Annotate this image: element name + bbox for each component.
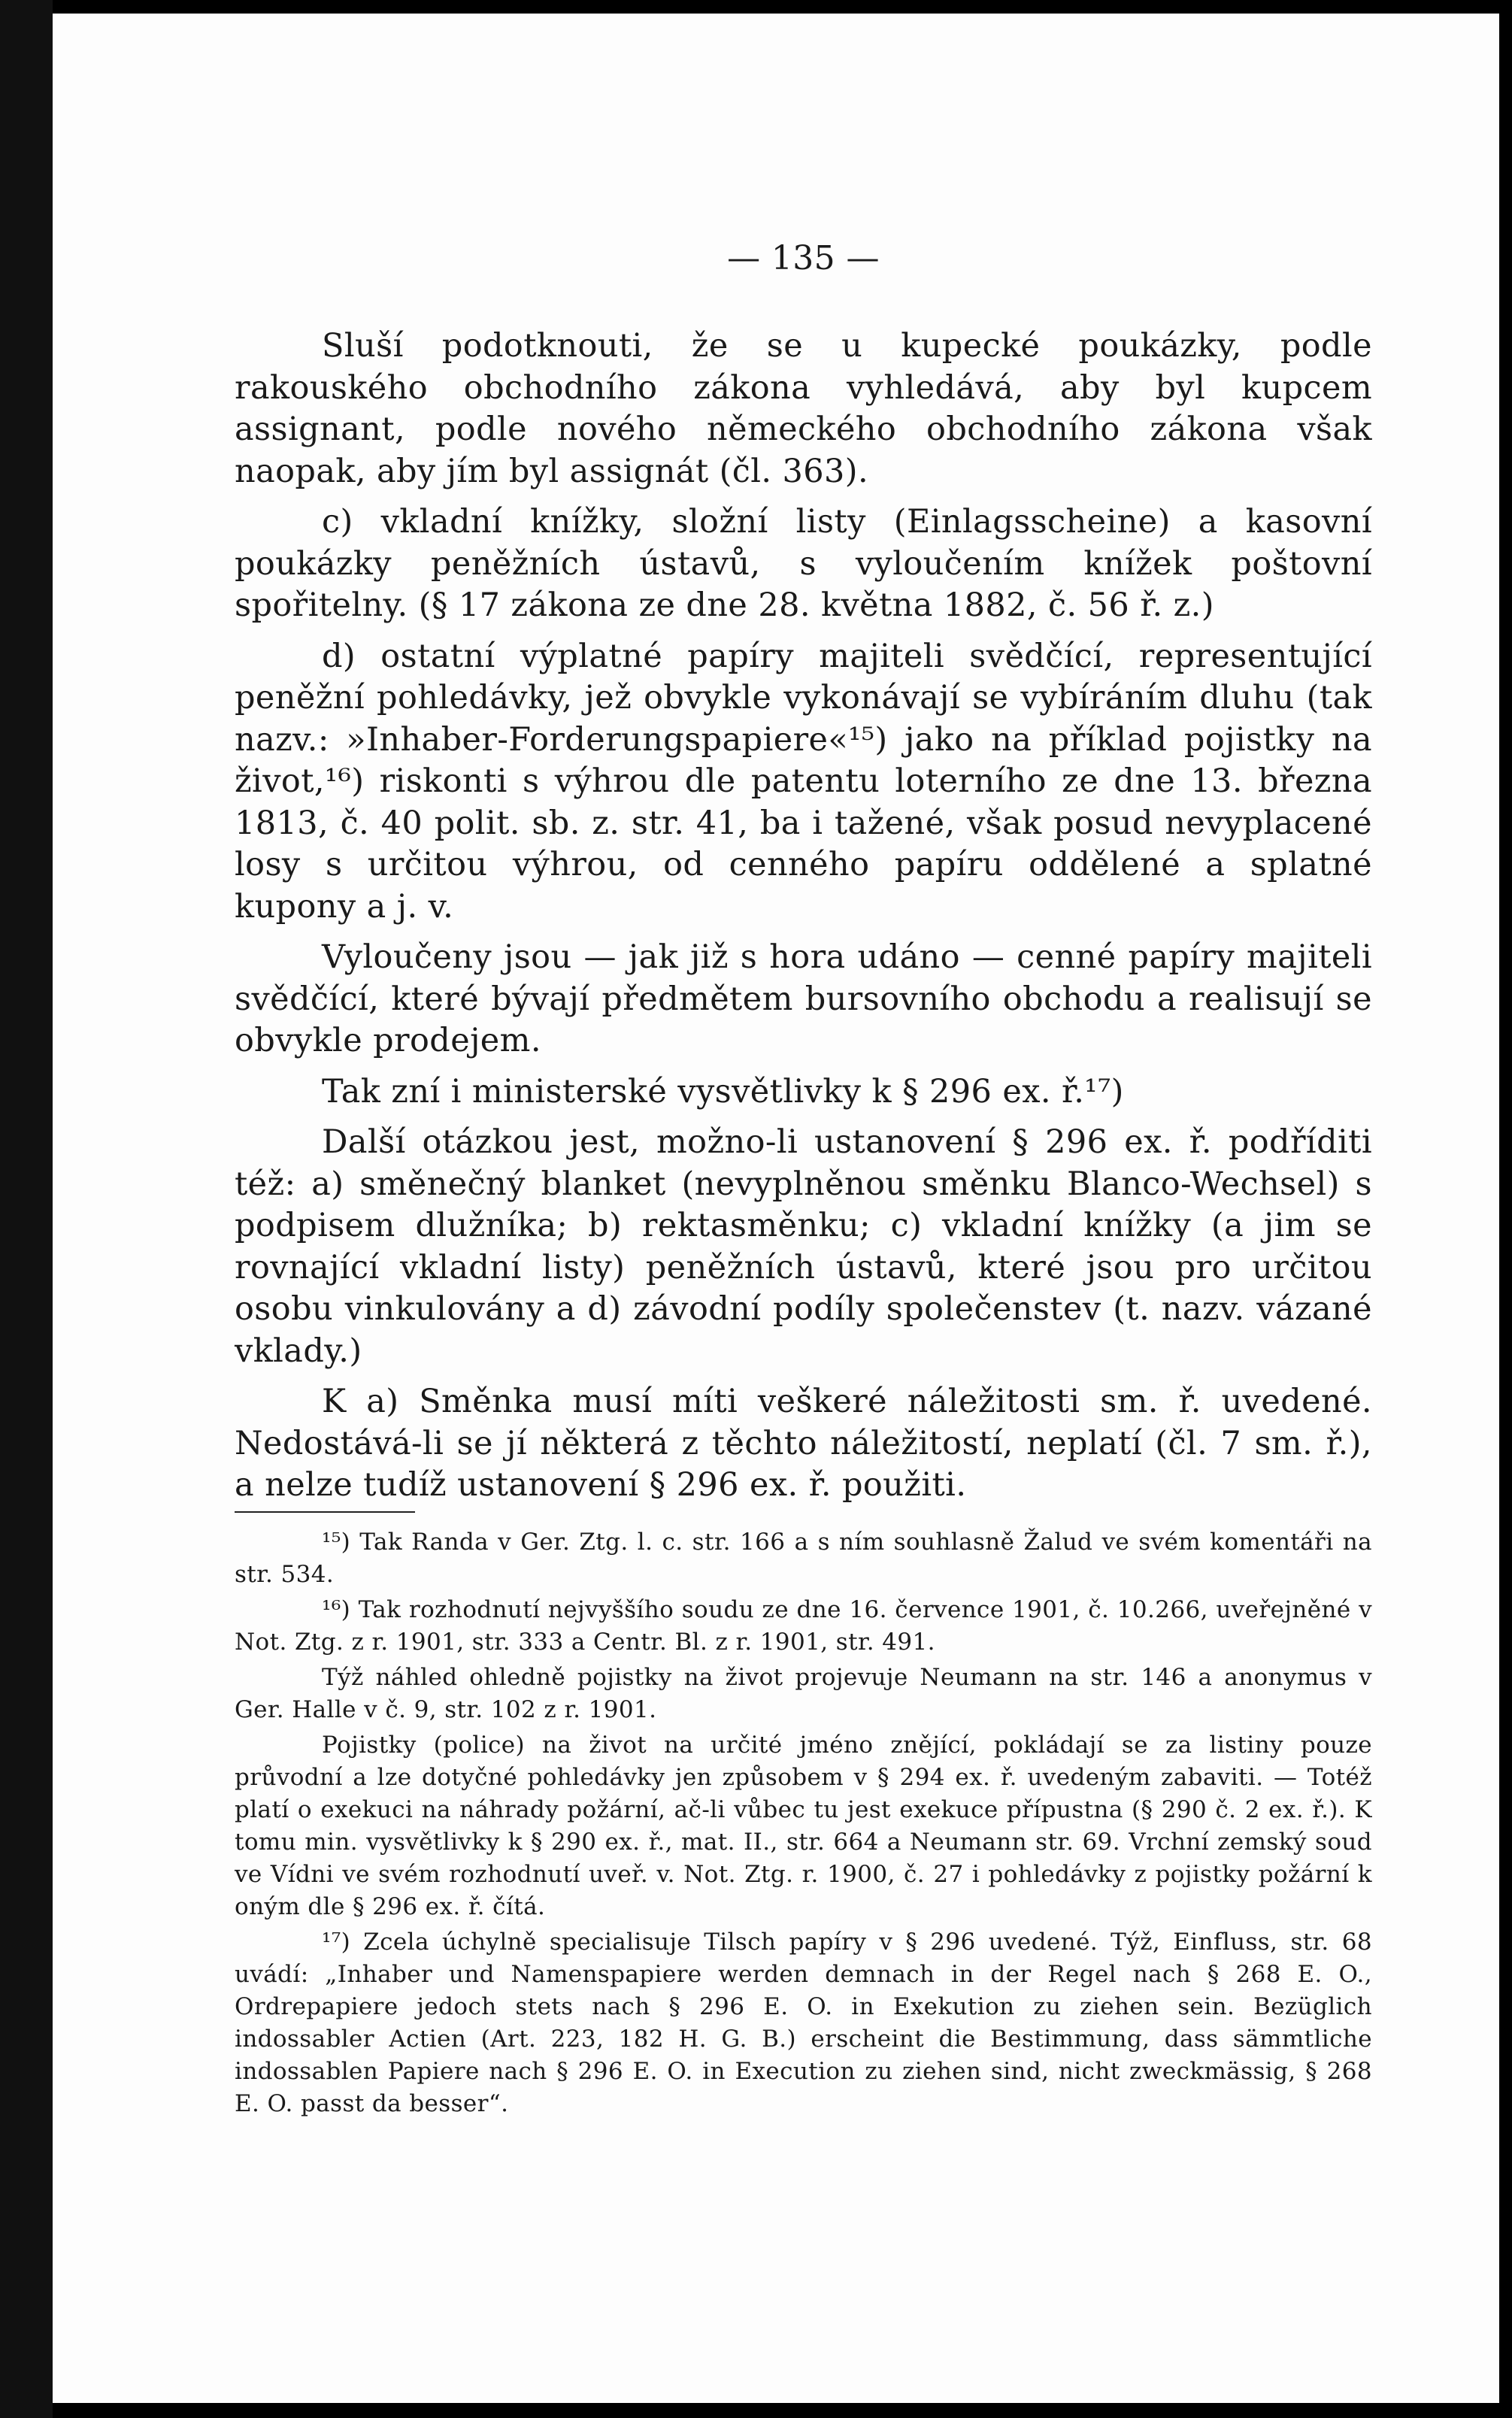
paragraph: K a) Směnka musí míti veškeré náležitosti sm. ř. uvedené. Nedostává-li se jí některá z těchto náležitostí, neplatí (čl. 7 sm. ř.), a nelze tudíž ustanovení § 296 ex. ř. použiti. bbox=[235, 1383, 1372, 1504]
paragraph: Sluší podotknouti, že se u kupecké poukázky, podle rakouského obchodního zákona vyhledává, aby byl kupcem assignant, podle nového německého obchodního zákona však naopak, aby jím byl assignát (čl. 363). bbox=[235, 327, 1372, 490]
footnotes bbox=[235, 1526, 1372, 2123]
paragraph: Tak zní i ministerské vysvětlivky k § 296 ex. ř.¹⁷) bbox=[322, 1072, 1124, 1111]
paragraph: c) vkladní knížky, složní listy (Einlagsscheine) a kasovní poukázky peněžních ústavů, s vyloučením knížek poštovní spořitelny. (§ 17 zákona ze dne 28. května 1882, č. 56 ř. z.) bbox=[235, 503, 1372, 624]
footnote-divider bbox=[235, 1511, 415, 1513]
paragraph: d) ostatní výplatné papíry majiteli svědčící, representující peněžní pohledávky, jež obvykle vykonávají se vybíráním dluhu (tak nazv.: »Inhaber-Forderungspapiere«¹⁵) jako na příklad pojistky na život,¹⁶) riskonti s výhrou dle patentu loterního ze dne 13. března 1813, č. 40 polit. sb. z. str. 41, ba i tažené, však posud nevyplacené losy s určitou výhrou, od cenného papíru oddělené a splatné kupony a j. v. bbox=[235, 637, 1372, 926]
scan-edge bbox=[0, 0, 53, 2418]
book-page bbox=[53, 14, 1499, 2403]
main-text bbox=[235, 326, 1372, 1516]
footnote: ¹⁷) Zcela úchylně specialisuje Tilsch papíry v § 296 uvedené. Týž, Einfluss, str. 68 uvádí: „Inhaber und Namenspapiere werden demnach in der Regel nach § 268 E. O., Ordrepapiere jedoch stets nach § 296 E. O. in Exekution zu ziehen sein. Bezüglich indossabler Actien (Art. 223, 182 H. G. B.) erscheint die Bestimmung, dass sämmtliche indossablen Papiere nach § 296 E. O. in Execution zu ziehen sind, nicht zweckmässig, § 268 E. O. passt da besser“. bbox=[235, 1929, 1372, 2117]
paragraph: Vyloučeny jsou — jak již s hora udáno — cenné papíry majiteli svědčící, které bývají předmětem bursovního obchodu a realisují se obvykle prodejem. bbox=[235, 938, 1372, 1059]
footnote: Pojistky (police) na život na určité jméno znějící, pokládají se za listiny pouze průvodní a lze dotyčné pohledávky jen způsobem v § 294 ex. ř. uvedeným zabaviti. — Totéž platí o exekuci na náhrady požární, ač-li vůbec tu jest exekuce přípustna (§ 290 č. 2 ex. ř.). K tomu min. vysvětlivky k § 290 ex. ř., mat. II., str. 664 a Neumann str. 69. Vrchní zemský soud ve Vídni ve svém rozhodnutí uveř. v. Not. Ztg. r. 1900, č. 27 i pohledávky z pojistky požární k oným dle § 296 ex. ř. čítá. bbox=[235, 1732, 1372, 1920]
footnote: ¹⁵) Tak Randa v Ger. Ztg. l. c. str. 166 a s ním souhlasně Žalud ve svém komentáři na str. 534. bbox=[235, 1529, 1372, 1588]
paragraph: Další otázkou jest, možno-li ustanovení § 296 ex. ř. podříditi též: a) směnečný blanket (nevyplněnou směnku Blanco-Wechsel) s podpisem dlužníka; b) rektasměnku; c) vkladní knížky (a jim se rovnající vkladní listy) peněžních ústavů, které jsou pro určitou osobu vinkulovány a d) závodní podíly společenstev (t. nazv. vázané vklady.) bbox=[235, 1123, 1372, 1370]
footnote: ¹⁶) Tak rozhodnutí nejvyššího soudu ze dne 16. července 1901, č. 10.266, uveřejněné v Not. Ztg. z r. 1901, str. 333 a Centr. Bl. z r. 1901, str. 491. bbox=[235, 1596, 1372, 1656]
page-number: — 135 — bbox=[727, 239, 880, 277]
footnote: Týž náhled ohledně pojistky na život projevuje Neumann na str. 146 a anonymus v Ger. Halle v č. 9, str. 102 z r. 1901. bbox=[235, 1664, 1372, 1723]
